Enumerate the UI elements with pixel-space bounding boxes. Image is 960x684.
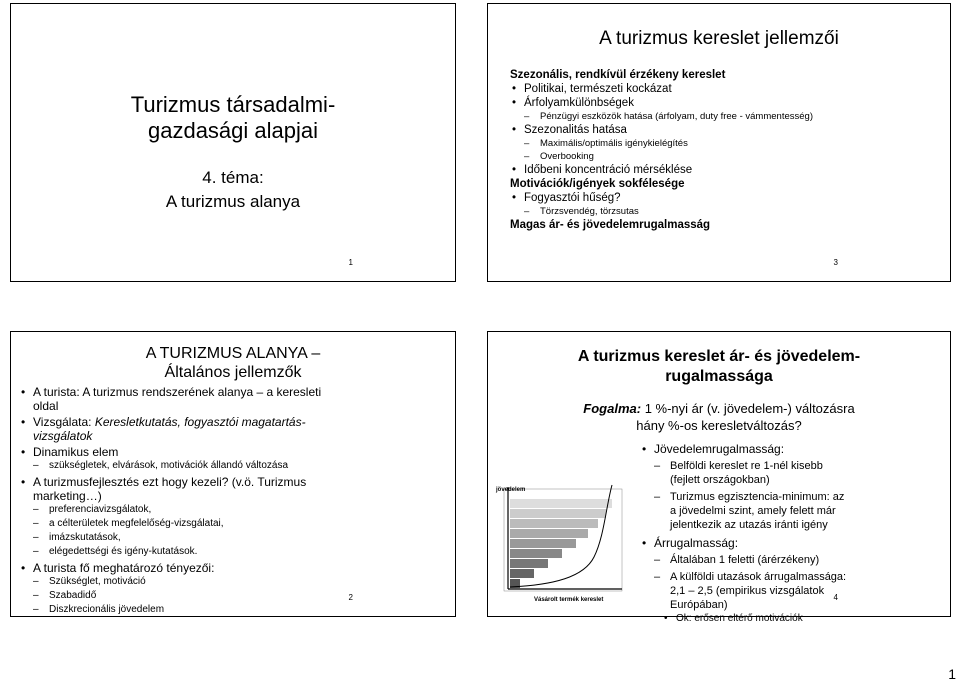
sub-item: – elégedettségi és igény-kutatások. [19,545,379,559]
sub-item: – Turizmus egzisztencia-minimum: az a jövedelmi szint, amely felett már jelentkezik az utazás iránti igény [640,490,850,532]
graph-bar [510,549,562,558]
sub-item: – Belföldi kereslet re 1-nél kisebb (fejlett országokban) [640,459,850,487]
graph-xlabel: Vásárolt termék kereslet [534,597,604,603]
bullet-item: • Vizsgálata: Keresletkutatás, fogyasztói magatartás- vizsgálatok [19,415,379,443]
bullet-item: • A turizmusfejlesztés ezt hogy kezeli? (v.ö. Turizmus marketing…) [19,475,379,503]
slide-body [640,442,850,626]
graph-bar [510,569,534,578]
graph-bar [510,529,588,538]
bullet-item: • Politikai, természeti kockázat [510,82,940,96]
slide-2 [10,331,456,617]
section-heading: Magas ár- és jövedelemrugalmasság [510,219,711,231]
sub-item: – szükségletek, elvárások, motivációk állandó változása [19,459,379,473]
sub-sub-item: • Ok: erősen eltérő motivációk [662,612,850,626]
sub-item: – Szabadidő [19,589,379,603]
sub-item: – a célterületek megfelelőség-vizsgálatai, [19,517,379,531]
slide-title [488,347,950,387]
bullet-item: • A turista: A turizmus rendszerének alanya – a keresleti oldal [19,385,379,413]
bullet-item: • Fogyasztói hűség? [510,191,940,205]
sub-item: – preferenciavizsgálatok, [19,503,379,517]
page-number: 1 [348,258,353,267]
sub-item: – A külföldi utazások árrugalmassága: 2,1 – 2,5 (empirikus vizsgálatok Európában) [640,570,850,612]
bullet-item: • Dinamikus elem [19,445,379,459]
slide-title [11,344,455,382]
sub-item: – Pénzügyi eszközök hatása (árfolyam, duty free - vámmentesség) [510,110,940,123]
elasticity-graph [494,477,636,607]
sub-item: – Diszkrecionális jövedelem [19,603,379,617]
slide-3 [487,3,951,282]
section-heading: Motivációk/igények sokfélesége [510,178,685,190]
bullet-item: • Árfolyamkülönbségek [510,96,940,110]
bullet-item: • Árrugalmasság: [640,536,850,550]
graph-bar [510,499,612,508]
title-line: gazdasági alapjai [147,118,319,143]
slide-1 [10,3,456,282]
title-line: Általános jellemzők [164,364,302,381]
bullet-item: • Időbeni koncentráció mérséklése [510,163,940,177]
subtitle-line: A turizmus alanya [165,192,301,211]
definition-label: Fogalma: [583,401,642,416]
graph-ylabel: jövedelem [496,487,526,493]
definition-text: hány %-os keresletváltozás? [636,418,802,433]
sub-list [19,503,379,559]
sheet-page-number: 1 [948,666,956,682]
definition-text: 1 %-nyi ár (v. jövedelem-) változásra [641,401,855,416]
sub-item: – imázskutatások, [19,531,379,545]
graph-bar [510,559,548,568]
graph-bar [510,519,598,528]
title-line: Turizmus társadalmi- [130,92,336,117]
slide-4 [487,331,951,624]
page-number: 4 [833,593,838,602]
graph-bar [510,579,520,589]
graph-bar [510,509,606,518]
sub-item: – Maximális/optimális igénykielégítés [510,137,940,150]
bullet-item: • A turista fő meghatározó tényezői: [19,561,379,575]
sub-list [19,575,379,617]
graph-bar [510,539,576,548]
bullet-list [510,68,940,232]
bullet-item: • Jövedelemrugalmasság: [640,442,850,456]
slide-body [19,385,379,617]
sub-item: – Szükséglet, motiváció [19,575,379,589]
section-heading: Szezonális, rendkívül érzékeny kereslet [510,69,726,81]
sub-item: – Overbooking [510,150,940,163]
subtitle-line: 4. téma: [202,168,264,187]
definition [488,400,950,434]
title-line: A turizmus kereslet ár- és jövedelem- [577,348,861,365]
sub-item: – Általában 1 feletti (árérzékeny) [640,553,850,567]
slide-title [11,92,455,144]
slide-title: A turizmus kereslet jellemzői [599,28,839,49]
page-number: 3 [833,258,838,267]
title-line: A TURIZMUS ALANYA – [145,345,321,362]
slide-subtitle [11,166,455,214]
page-number: 2 [348,593,353,602]
title-line: rugalmassága [665,368,773,385]
bullet-item: • Szezonalitás hatása [510,123,940,137]
sub-item: – Törzsvendég, törzsutas [510,205,940,218]
